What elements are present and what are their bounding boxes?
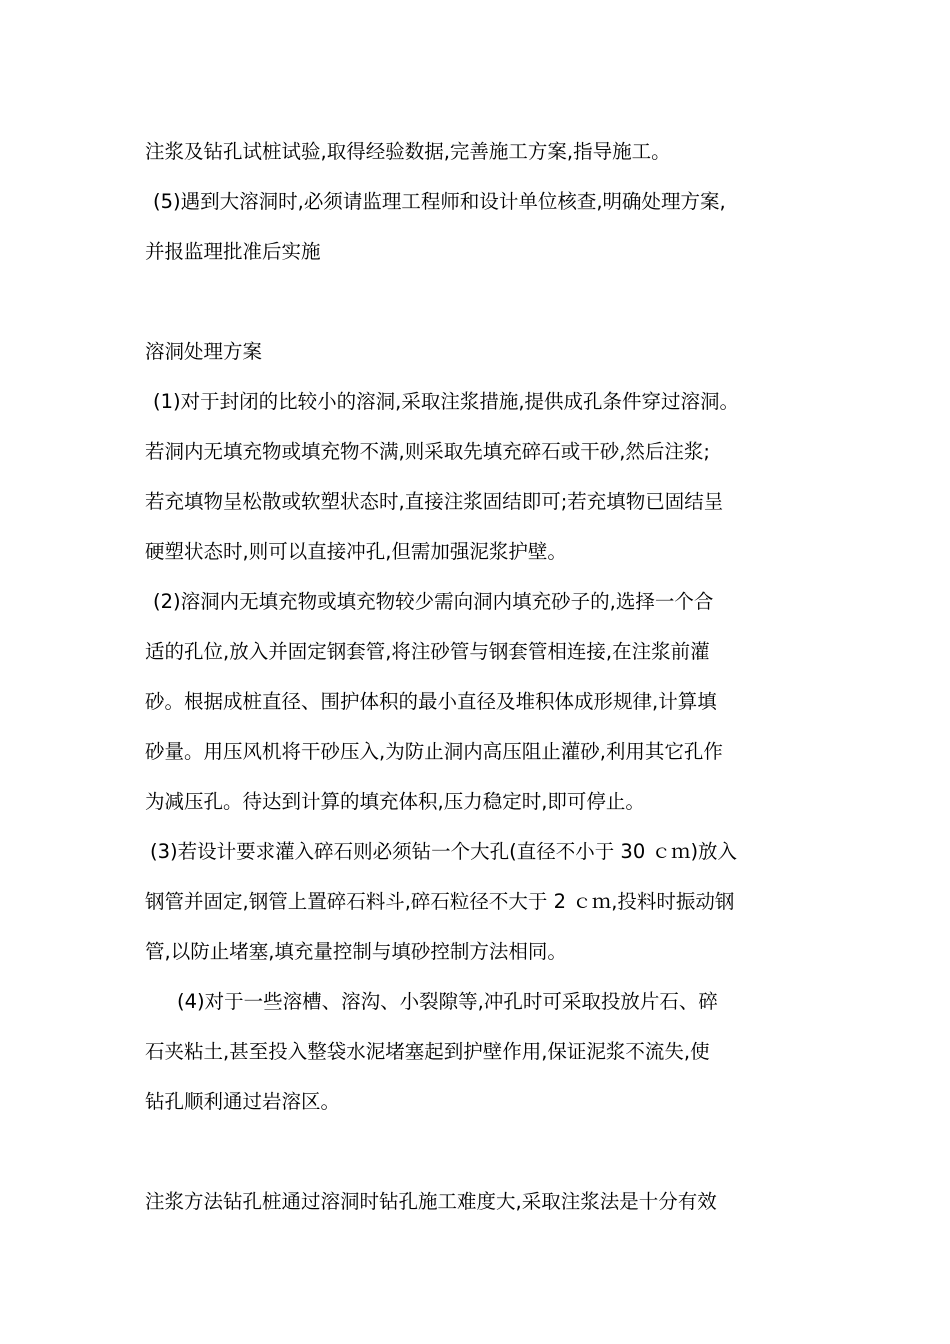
text-line-15: 钢管并固定,钢管上置碎石料斗,碎石粒径不大于 2 ｃｍ,投料时振动钢 [145,890,735,913]
text-line-18: 石夹粘土,甚至投入整袋水泥堵塞起到护壁作用,保证泥浆不流失,使 [145,1040,710,1063]
text-line-9: (2)溶洞内无填充物或填充物较少需向洞内填充砂子的,选择一个合 [153,590,714,613]
text-line-14: (3)若设计要求灌入碎石则必须钻一个大孔(直径不小于 30 ｃｍ)放入 [150,840,738,863]
text-line-6: 若洞内无填充物或填充物不满,则采取先填充碎石或干砂,然后注浆; [145,440,710,463]
text-line-3: 并报监理批准后实施 [145,240,321,263]
text-line-19: 钻孔顺利通过岩溶区。 [145,1090,341,1113]
text-line-1: 注浆及钻孔试桩试验,取得经验数据,完善施工方案,指导施工。 [145,140,671,163]
text-line-2: (5)遇到大溶洞时,必须请监理工程师和设计单位核查,明确处理方案, [153,190,726,213]
text-line-12: 砂量。用压风机将干砂压入,为防止洞内高压阻止灌砂,利用其它孔作 [145,740,723,763]
text-line-13: 为减压孔。待达到计算的填充体积,压力稳定时,即可停止。 [145,790,645,813]
text-line-5: (1)对于封闭的比较小的溶洞,采取注浆措施,提供成孔条件穿过溶洞。 [153,390,740,413]
section-heading-karst-treatment: 溶洞处理方案 [145,340,263,363]
text-line-16: 管,以防止堵塞,填充量控制与填砂控制方法相同。 [145,940,567,963]
text-line-17: (4)对于一些溶槽、溶沟、小裂隙等,冲孔时可采取投放片石、碎 [177,990,718,1013]
text-line-7: 若充填物呈松散或软塑状态时,直接注浆固结即可;若充填物已固结呈 [145,490,724,513]
text-line-8: 硬塑状态时,则可以直接冲孔,但需加强泥浆护壁。 [145,540,567,563]
text-line-10: 适的孔位,放入并固定钢套管,将注砂管与钢套管相连接,在注浆前灌 [145,640,710,663]
text-line-11: 砂。根据成桩直径、围护体积的最小直径及堆积体成形规律,计算填 [145,690,717,713]
text-line-20: 注浆方法钻孔桩通过溶洞时钻孔施工难度大,采取注浆法是十分有效 [145,1190,717,1213]
